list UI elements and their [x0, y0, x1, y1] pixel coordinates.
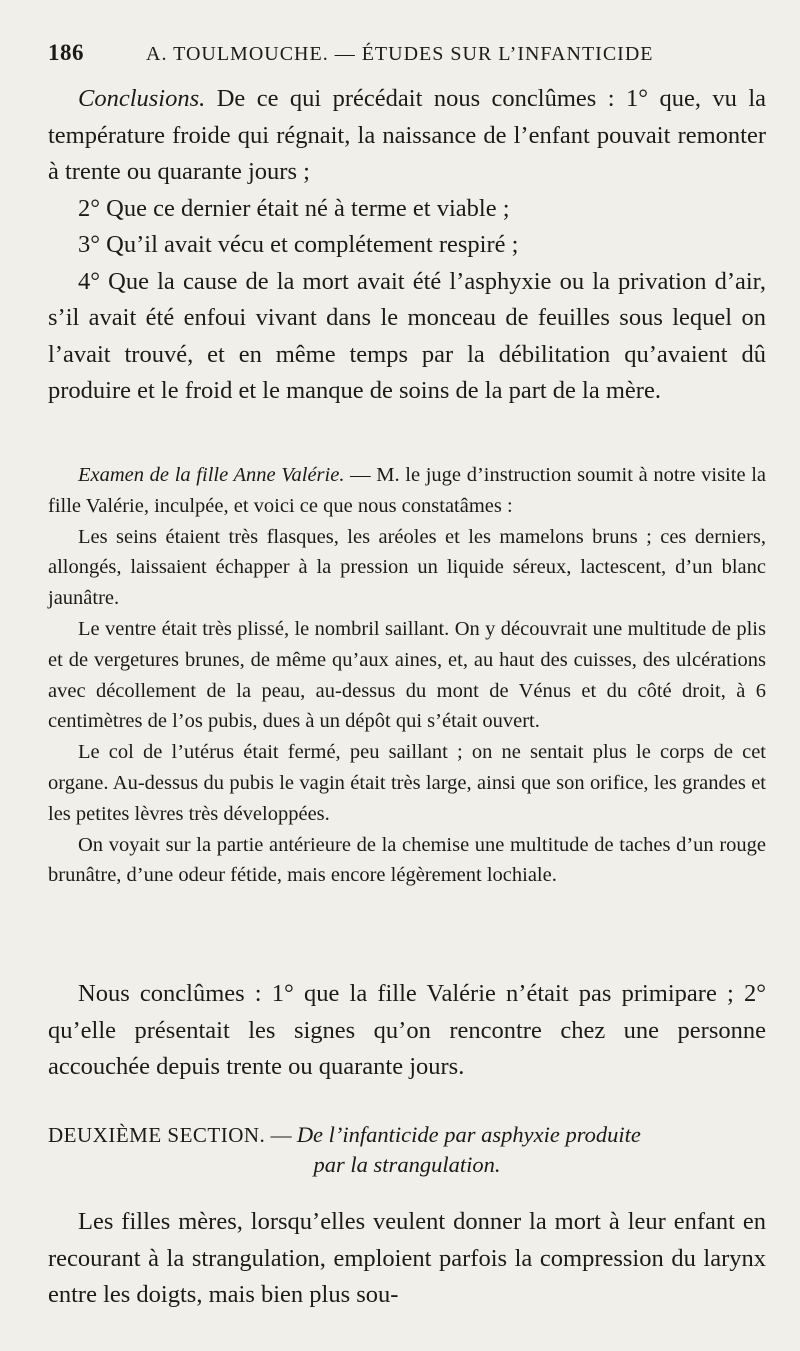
examen-paragraph-4: Le col de l’utérus était fermé, peu saillant ; on ne sentait plus le corps de cet organe. Au-dessus du pubis le vagin était très large, ainsi que son orifice, les grandes et les petites lèvres très développées.: [48, 741, 766, 825]
final-block: [48, 1204, 766, 1314]
section-heading-line-1: [48, 1120, 766, 1150]
section-title-line-2: par la strangulation.: [313, 1152, 501, 1177]
running-header: [48, 40, 766, 74]
conclusions-paragraph-4: 4° Que la cause de la mort avait été l’asphyxie ou la privation d’air, s’il avait été enfoui vivant dans le monceau de feuilles sous lequel on l’avait trouvé, et en même temps par la débilitation qu’avaient dû produire et le froid et le manque de soins de la part de la mère.: [48, 267, 766, 404]
examen-paragraph-1: [48, 460, 766, 522]
conclusions-paragraph-3: 3° Qu’il avait vécu et complétement respiré ;: [78, 231, 519, 258]
examen-label: Examen de la fille Anne Valérie.: [78, 464, 345, 486]
section-dash: —: [265, 1123, 297, 1147]
conclusions-block: [48, 81, 766, 410]
conclusions-2-block: [48, 976, 766, 1086]
conclusions-2-paragraph: Nous conclûmes : 1° que la fille Valérie n’était pas primipare ; 2° qu’elle présentait les signes qu’on rencontre chez une personne accouchée depuis trente ou quarante jours.: [48, 980, 766, 1080]
examen-paragraph-5: On voyait sur la partie antérieure de la chemise une multitude de taches d’un rouge brunâtre, d’une odeur fétide, mais encore légèrement lochiale.: [48, 833, 766, 887]
running-title: A. TOULMOUCHE. — ÉTUDES SUR L’INFANTICIDE: [146, 43, 654, 65]
section-title-line-1: De l’infanticide par asphyxie produite: [296, 1122, 641, 1147]
examen-block: [48, 460, 766, 891]
final-paragraph: Les filles mères, lorsqu’elles veulent donner la mort à leur enfant en recourant à la strangulation, emploient parfois la compression du larynx entre les doigts, mais bien plus sou-: [48, 1208, 766, 1308]
examen-text-1: — M. le juge d’instruction soumit à notre visite la fille Valérie, inculpée, et voici ce que nous constatâmes :: [48, 464, 766, 517]
section-label: DEUXIÈME SECTION.: [48, 1123, 266, 1147]
conclusions-label: Conclusions.: [78, 85, 206, 112]
page-number: 186: [48, 40, 84, 65]
examen-paragraph-2: Les seins étaient très flasques, les aréoles et les mamelons bruns ; ces derniers, allongés, laissaient échapper à la pression un liquide séreux, lactescent, d’un blanc jaunâtre.: [48, 525, 766, 610]
examen-paragraph-3: Le ventre était très plissé, le nombril saillant. On y découvrait une multitude de plis et de vergetures brunes, de même qu’aux aines, et, au haut des cuisses, des ulcérations avec décollement de la peau, au-dessus du mont de Vénus et du côté droit, à 6 centimètres de l’os pubis, dues à un dépôt qui s’était ouvert.: [48, 617, 766, 733]
section-heading: [48, 1120, 766, 1180]
conclusions-paragraph-1: [48, 81, 766, 191]
conclusions-paragraph-2: 2° Que ce dernier était né à terme et viable ;: [78, 194, 510, 222]
conclusions-text-1: De ce qui précédait nous conclûmes : 1° que, vu la température froide qui régnait, la naissance de l’enfant pouvait remonter à trente ou quarante jours ;: [48, 85, 766, 185]
